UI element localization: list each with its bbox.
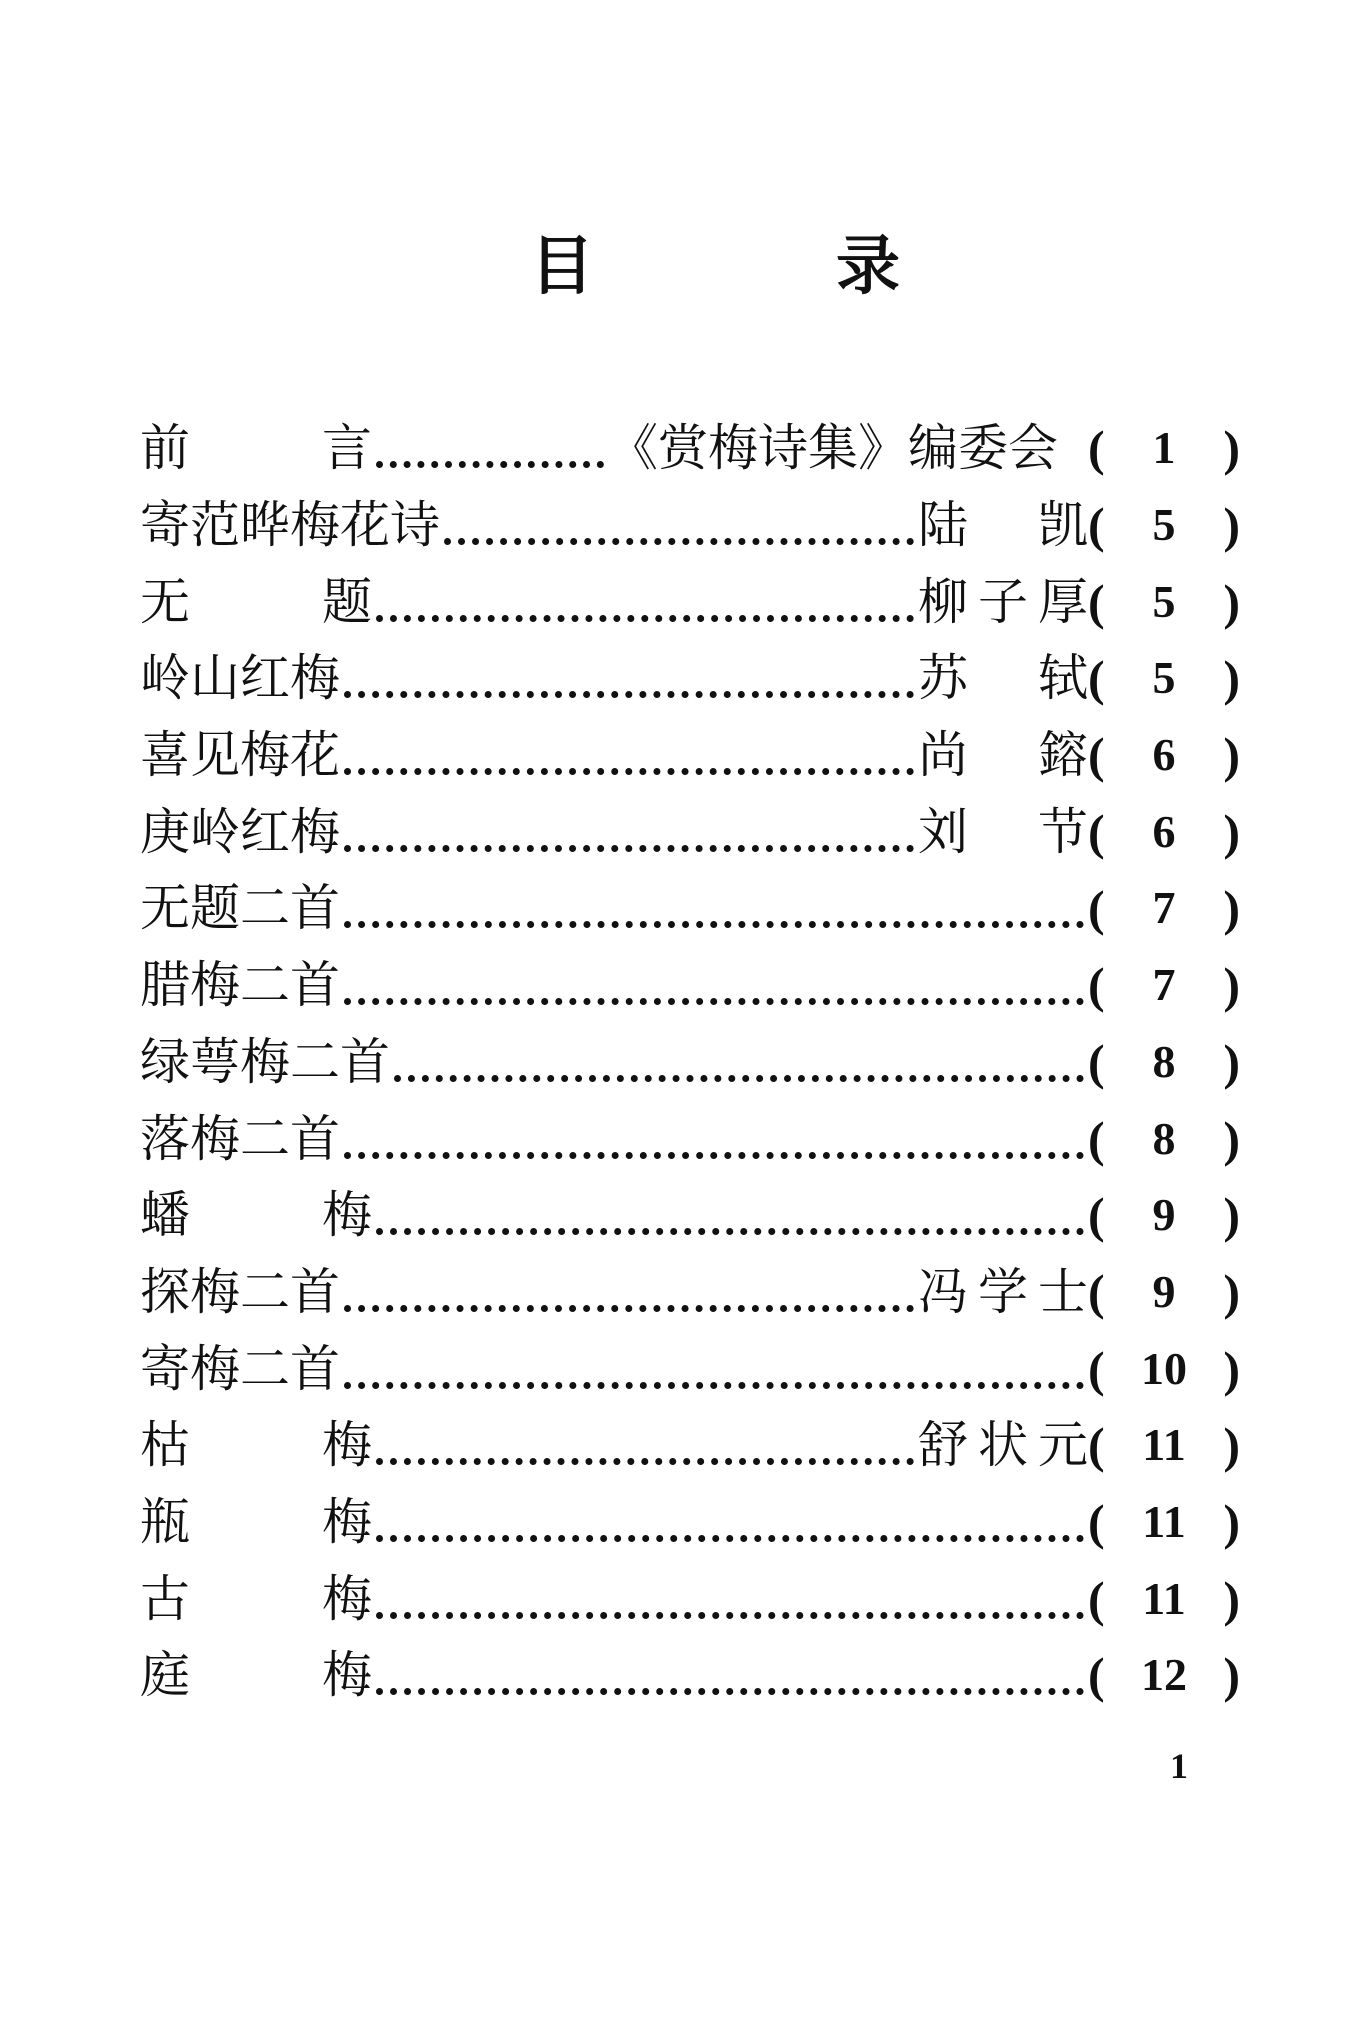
paren-open: ( xyxy=(1088,1647,1105,1704)
entry-title-text: 瓶 xyxy=(140,1492,190,1551)
dot-leader xyxy=(344,1114,1084,1164)
entry-title-text: 枯 xyxy=(140,1416,190,1475)
paren-open: ( xyxy=(1088,1263,1105,1320)
entry-author xyxy=(918,496,1088,555)
paren-close: ) xyxy=(1223,1417,1240,1474)
dot-leader xyxy=(376,577,914,627)
entry-author-text: 陆 xyxy=(918,496,968,555)
entry-page-number: 6 xyxy=(1152,805,1176,857)
dot-leader xyxy=(344,653,914,703)
entry-title xyxy=(140,1032,390,1091)
title-char-2: 录 xyxy=(836,229,900,304)
paren-open: ( xyxy=(1088,1033,1105,1090)
toc-entry xyxy=(140,1407,1240,1484)
entry-title xyxy=(140,1262,340,1321)
entry-author-text: 节 xyxy=(1038,802,1088,861)
entry-author xyxy=(918,1416,1088,1475)
dot-leader xyxy=(444,500,914,550)
entry-page-ref xyxy=(1088,1647,1240,1704)
dot-leader xyxy=(376,1497,1084,1547)
entry-page-number: 8 xyxy=(1152,1035,1176,1087)
paren-close: ) xyxy=(1223,650,1240,707)
table-of-contents xyxy=(140,410,1240,1714)
entry-title xyxy=(140,802,340,861)
entry-page-ref xyxy=(1088,957,1240,1014)
entry-page-number: 1 xyxy=(1152,422,1176,474)
paren-open: ( xyxy=(1088,727,1105,784)
entry-author-text: 士 xyxy=(1038,1262,1088,1321)
entry-page-ref xyxy=(1088,497,1240,554)
entry-page-number: 6 xyxy=(1152,729,1176,781)
entry-title-text: 古 xyxy=(140,1569,190,1628)
dot-leader xyxy=(376,1190,1084,1240)
entry-author-text: 鎔 xyxy=(1038,726,1088,785)
entry-title xyxy=(140,1569,372,1628)
paren-open: ( xyxy=(1088,420,1105,477)
toc-entry xyxy=(140,563,1240,640)
entry-author-text: 冯 xyxy=(918,1262,968,1321)
entry-author xyxy=(608,419,1088,478)
entry-page-number: 5 xyxy=(1152,575,1176,627)
entry-title xyxy=(140,649,340,708)
entry-page-number: 7 xyxy=(1152,959,1176,1011)
entry-page-ref xyxy=(1088,1263,1240,1320)
entry-title xyxy=(140,1109,340,1168)
toc-entry xyxy=(140,870,1240,947)
paren-close: ) xyxy=(1223,1340,1240,1397)
paren-close: ) xyxy=(1223,1187,1240,1244)
entry-page-number: 11 xyxy=(1142,1572,1186,1624)
entry-author xyxy=(918,572,1088,631)
entry-page-number: 10 xyxy=(1141,1342,1187,1394)
paren-close: ) xyxy=(1223,497,1240,554)
paren-close: ) xyxy=(1223,1263,1240,1320)
entry-title-text: 梅 xyxy=(322,1646,372,1705)
entry-title-text: 绿萼梅二首 xyxy=(140,1032,390,1091)
toc-entry xyxy=(140,947,1240,1024)
paren-open: ( xyxy=(1088,1340,1105,1397)
entry-title xyxy=(140,572,372,631)
paren-open: ( xyxy=(1088,497,1105,554)
dot-leader xyxy=(344,730,914,780)
dot-leader xyxy=(344,807,914,857)
paren-close: ) xyxy=(1223,727,1240,784)
entry-title-text: 无 xyxy=(140,572,190,631)
entry-page-number: 11 xyxy=(1142,1495,1186,1547)
entry-author-text: 《赏梅诗集》编委会 xyxy=(608,419,1058,478)
entry-title xyxy=(140,956,340,1015)
entry-title-text: 梅 xyxy=(322,1569,372,1628)
entry-title-text: 寄梅二首 xyxy=(140,1339,340,1398)
toc-entry xyxy=(140,1560,1240,1637)
entry-title-text: 落梅二首 xyxy=(140,1109,340,1168)
entry-page-ref xyxy=(1088,1570,1240,1627)
entry-author-text: 子 xyxy=(978,572,1028,631)
entry-author xyxy=(918,649,1088,708)
entry-title xyxy=(140,496,440,555)
toc-entry xyxy=(140,640,1240,717)
entry-title-text: 言 xyxy=(322,419,372,478)
entry-page-ref xyxy=(1088,650,1240,707)
toc-entry xyxy=(140,1177,1240,1254)
toc-entry xyxy=(140,1024,1240,1101)
toc-entry xyxy=(140,1637,1240,1714)
entry-title-text: 喜见梅花 xyxy=(140,726,340,785)
entry-page-number: 8 xyxy=(1152,1112,1176,1164)
paren-open: ( xyxy=(1088,1570,1105,1627)
entry-title xyxy=(140,1492,372,1551)
paren-close: ) xyxy=(1223,573,1240,630)
entry-title-text: 腊梅二首 xyxy=(140,956,340,1015)
entry-author-text: 刘 xyxy=(918,802,968,861)
entry-page-ref xyxy=(1088,1417,1240,1474)
paren-close: ) xyxy=(1223,1570,1240,1627)
page-number: 1 xyxy=(1170,1746,1188,1786)
dot-leader xyxy=(376,1650,1084,1700)
entry-page-ref xyxy=(1088,1340,1240,1397)
paren-close: ) xyxy=(1223,1110,1240,1167)
entry-title-text: 蟠 xyxy=(140,1186,190,1245)
entry-author xyxy=(918,726,1088,785)
paren-open: ( xyxy=(1088,650,1105,707)
entry-page-ref xyxy=(1088,880,1240,937)
dot-leader xyxy=(344,1344,1084,1394)
toc-entry xyxy=(140,1330,1240,1407)
entry-author xyxy=(918,802,1088,861)
entry-title-text: 梅 xyxy=(322,1186,372,1245)
paren-open: ( xyxy=(1088,1187,1105,1244)
entry-author-text: 尚 xyxy=(918,726,968,785)
paren-close: ) xyxy=(1223,803,1240,860)
entry-author-text: 状 xyxy=(978,1416,1028,1475)
entry-page-ref xyxy=(1088,1110,1240,1167)
entry-title xyxy=(140,419,372,478)
entry-author-text: 舒 xyxy=(918,1416,968,1475)
page-title xyxy=(530,229,900,304)
entry-page-number: 9 xyxy=(1152,1189,1176,1241)
entry-page-ref xyxy=(1088,573,1240,630)
dot-leader xyxy=(344,1267,914,1317)
entry-author xyxy=(918,1262,1088,1321)
paren-open: ( xyxy=(1088,573,1105,630)
entry-page-ref xyxy=(1088,1033,1240,1090)
entry-author-text: 柳 xyxy=(918,572,968,631)
dot-leader xyxy=(394,1037,1084,1087)
paren-open: ( xyxy=(1088,1417,1105,1474)
entry-title-text: 前 xyxy=(140,419,190,478)
toc-entry xyxy=(140,487,1240,564)
toc-entry xyxy=(140,1100,1240,1177)
dot-leader xyxy=(376,423,604,473)
entry-page-ref xyxy=(1088,1493,1240,1550)
entry-author-text: 厚 xyxy=(1038,572,1088,631)
entry-page-number: 7 xyxy=(1152,882,1176,934)
entry-title-text: 寄范晔梅花诗 xyxy=(140,496,440,555)
paren-open: ( xyxy=(1088,957,1105,1014)
entry-page-number: 12 xyxy=(1141,1649,1187,1701)
entry-title xyxy=(140,1416,372,1475)
entry-page-ref xyxy=(1088,420,1240,477)
entry-author-text: 学 xyxy=(978,1262,1028,1321)
paren-close: ) xyxy=(1223,957,1240,1014)
paren-open: ( xyxy=(1088,880,1105,937)
paren-close: ) xyxy=(1223,1493,1240,1550)
paren-close: ) xyxy=(1223,1647,1240,1704)
dot-leader xyxy=(344,883,1084,933)
entry-page-ref xyxy=(1088,803,1240,860)
entry-title-text: 庭 xyxy=(140,1646,190,1705)
entry-title-text: 题 xyxy=(322,572,372,631)
paren-close: ) xyxy=(1223,880,1240,937)
dot-leader xyxy=(376,1420,914,1470)
entry-page-ref xyxy=(1088,1187,1240,1244)
entry-title-text: 梅 xyxy=(322,1416,372,1475)
entry-title-text: 庚岭红梅 xyxy=(140,802,340,861)
entry-page-number: 5 xyxy=(1152,499,1176,551)
paren-open: ( xyxy=(1088,803,1105,860)
toc-entry xyxy=(140,1254,1240,1331)
paren-open: ( xyxy=(1088,1493,1105,1550)
paren-close: ) xyxy=(1223,1033,1240,1090)
entry-page-ref xyxy=(1088,727,1240,784)
entry-title-text: 无题二首 xyxy=(140,879,340,938)
entry-author-text: 元 xyxy=(1038,1416,1088,1475)
dot-leader xyxy=(376,1574,1084,1624)
entry-author-text: 凯 xyxy=(1038,496,1088,555)
paren-open: ( xyxy=(1088,1110,1105,1167)
toc-entry xyxy=(140,717,1240,794)
entry-title xyxy=(140,879,340,938)
entry-title-text: 岭山红梅 xyxy=(140,649,340,708)
paren-close: ) xyxy=(1223,420,1240,477)
toc-entry xyxy=(140,1484,1240,1561)
entry-page-number: 9 xyxy=(1152,1265,1176,1317)
entry-title xyxy=(140,1186,372,1245)
title-char-1: 目 xyxy=(530,229,594,304)
entry-page-number: 11 xyxy=(1142,1419,1186,1471)
entry-title xyxy=(140,1646,372,1705)
entry-page-number: 5 xyxy=(1152,652,1176,704)
toc-entry xyxy=(140,410,1240,487)
entry-title-text: 梅 xyxy=(322,1492,372,1551)
toc-entry xyxy=(140,793,1240,870)
entry-author-text: 苏 xyxy=(918,649,968,708)
dot-leader xyxy=(344,960,1084,1010)
entry-author-text: 轼 xyxy=(1038,649,1088,708)
entry-title-text: 探梅二首 xyxy=(140,1262,340,1321)
entry-title xyxy=(140,1339,340,1398)
entry-title xyxy=(140,726,340,785)
